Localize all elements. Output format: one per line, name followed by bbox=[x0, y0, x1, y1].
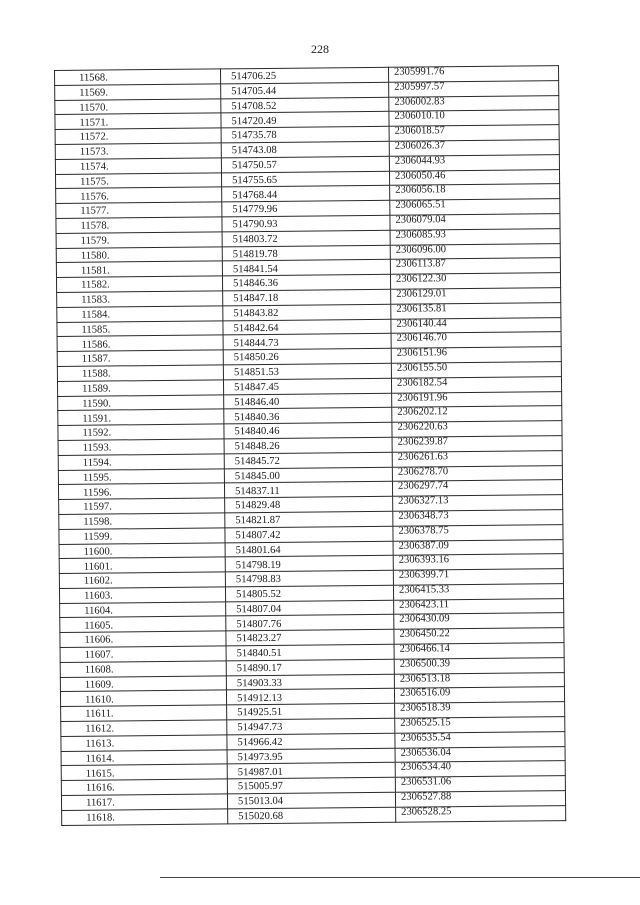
northing-cell: 2306140.44 bbox=[391, 317, 561, 333]
northing-cell: 2306135.81 bbox=[391, 302, 561, 318]
point-number-cell: 11568. bbox=[55, 69, 221, 85]
bottom-rule bbox=[160, 877, 640, 878]
easting-cell: 514790.93 bbox=[222, 215, 390, 231]
point-number-cell: 11590. bbox=[58, 394, 224, 410]
easting-cell: 514840.46 bbox=[224, 422, 392, 438]
point-number-cell: 11595. bbox=[58, 468, 224, 484]
point-number-cell: 11581. bbox=[56, 261, 222, 277]
easting-cell: 514842.64 bbox=[223, 319, 391, 335]
easting-cell: 514829.48 bbox=[225, 496, 393, 512]
easting-cell: 514807.42 bbox=[225, 526, 393, 542]
northing-cell: 2306387.09 bbox=[393, 539, 563, 555]
point-number-cell: 11586. bbox=[57, 335, 223, 351]
northing-cell: 2306010.10 bbox=[389, 110, 559, 126]
point-number-cell: 11596. bbox=[58, 483, 224, 499]
easting-cell: 514844.73 bbox=[223, 334, 391, 350]
easting-cell: 514735.78 bbox=[221, 126, 389, 142]
easting-cell: 514706.25 bbox=[220, 67, 388, 83]
easting-cell: 514807.76 bbox=[226, 615, 394, 631]
point-number-cell: 11584. bbox=[57, 306, 223, 322]
northing-cell: 2306191.96 bbox=[392, 391, 562, 407]
point-number-cell: 11597. bbox=[59, 498, 225, 514]
point-number-cell: 11615. bbox=[61, 764, 227, 780]
northing-cell: 2306065.51 bbox=[390, 199, 560, 215]
northing-cell: 2306044.93 bbox=[389, 154, 559, 170]
northing-cell: 2306297.74 bbox=[392, 480, 562, 496]
coordinate-table-body bbox=[55, 66, 566, 825]
northing-cell: 2306129.01 bbox=[391, 288, 561, 304]
easting-cell: 514705.44 bbox=[221, 82, 389, 98]
northing-cell: 2306378.75 bbox=[393, 524, 563, 540]
easting-cell: 514805.52 bbox=[225, 585, 393, 601]
northing-cell: 2306513.18 bbox=[394, 672, 564, 688]
easting-cell: 514821.87 bbox=[225, 511, 393, 527]
easting-cell: 515013.04 bbox=[227, 792, 395, 808]
northing-cell: 2306450.22 bbox=[394, 628, 564, 644]
northing-cell: 2306278.70 bbox=[392, 465, 562, 481]
easting-cell: 514819.78 bbox=[222, 245, 390, 261]
easting-cell: 514947.73 bbox=[227, 718, 395, 734]
easting-cell: 514841.54 bbox=[222, 260, 390, 276]
northing-cell: 2306525.15 bbox=[395, 717, 565, 733]
easting-cell: 514966.42 bbox=[227, 733, 395, 749]
easting-cell: 514750.57 bbox=[221, 156, 389, 172]
point-number-cell: 11582. bbox=[56, 276, 222, 292]
northing-cell: 2306079.04 bbox=[390, 214, 560, 230]
northing-cell: 2305997.57 bbox=[389, 80, 559, 96]
northing-cell: 2306500.39 bbox=[394, 658, 564, 674]
easting-cell: 514846.40 bbox=[224, 393, 392, 409]
northing-cell: 2306151.96 bbox=[391, 347, 561, 363]
easting-cell: 514798.83 bbox=[225, 570, 393, 586]
point-number-cell: 11617. bbox=[61, 794, 227, 810]
point-number-cell: 11607. bbox=[60, 646, 226, 662]
easting-cell: 514851.53 bbox=[223, 363, 391, 379]
northing-cell: 2306239.87 bbox=[392, 436, 562, 452]
northing-cell: 2306002.83 bbox=[389, 95, 559, 111]
point-number-cell: 11613. bbox=[61, 735, 227, 751]
easting-cell: 515020.68 bbox=[228, 807, 396, 823]
northing-cell: 2306393.16 bbox=[393, 554, 563, 570]
point-number-cell: 11593. bbox=[58, 439, 224, 455]
northing-cell: 2306466.14 bbox=[394, 643, 564, 659]
northing-cell: 2306430.09 bbox=[394, 613, 564, 629]
easting-cell: 514823.27 bbox=[226, 630, 394, 646]
northing-cell: 2306113.87 bbox=[390, 258, 560, 274]
coordinate-table-container bbox=[54, 65, 565, 825]
point-number-cell: 11598. bbox=[59, 513, 225, 529]
point-number-cell: 11614. bbox=[61, 750, 227, 766]
northing-cell: 2306534.40 bbox=[395, 761, 565, 777]
easting-cell: 514837.11 bbox=[224, 482, 392, 498]
northing-cell: 2306220.63 bbox=[392, 421, 562, 437]
point-number-cell: 11577. bbox=[56, 202, 222, 218]
northing-cell: 2306348.73 bbox=[393, 510, 563, 526]
coordinate-table bbox=[54, 65, 566, 825]
northing-cell: 2306527.88 bbox=[395, 791, 565, 807]
easting-cell: 514987.01 bbox=[227, 763, 395, 779]
point-number-cell: 11579. bbox=[56, 232, 222, 248]
northing-cell: 2306535.54 bbox=[395, 731, 565, 747]
northing-cell: 2306182.54 bbox=[391, 376, 561, 392]
easting-cell: 514845.72 bbox=[224, 452, 392, 468]
point-number-cell: 11575. bbox=[55, 172, 221, 188]
point-number-cell: 11587. bbox=[57, 350, 223, 366]
easting-cell: 514798.19 bbox=[225, 556, 393, 572]
point-number-cell: 11576. bbox=[56, 187, 222, 203]
northing-cell: 2306261.63 bbox=[392, 450, 562, 466]
point-number-cell: 11601. bbox=[59, 557, 225, 573]
northing-cell: 2306018.57 bbox=[389, 125, 559, 141]
point-number-cell: 11605. bbox=[60, 616, 226, 632]
easting-cell: 514847.45 bbox=[223, 378, 391, 394]
point-number-cell: 11589. bbox=[57, 380, 223, 396]
point-number-cell: 11606. bbox=[60, 631, 226, 647]
northing-cell: 2306202.12 bbox=[392, 406, 562, 422]
easting-cell: 514925.51 bbox=[227, 704, 395, 720]
easting-cell: 514708.52 bbox=[221, 97, 389, 113]
northing-cell: 2306050.46 bbox=[389, 169, 559, 185]
northing-cell: 2306155.50 bbox=[391, 362, 561, 378]
easting-cell: 514779.96 bbox=[222, 200, 390, 216]
northing-cell: 2306146.70 bbox=[391, 332, 561, 348]
point-number-cell: 11570. bbox=[55, 98, 221, 114]
easting-cell: 514807.04 bbox=[226, 600, 394, 616]
point-number-cell: 11602. bbox=[59, 572, 225, 588]
easting-cell: 514845.00 bbox=[224, 467, 392, 483]
point-number-cell: 11603. bbox=[59, 587, 225, 603]
easting-cell: 514903.33 bbox=[226, 674, 394, 690]
northing-cell: 2306026.37 bbox=[389, 140, 559, 156]
easting-cell: 514755.65 bbox=[221, 171, 389, 187]
easting-cell: 515005.97 bbox=[227, 778, 395, 794]
point-number-cell: 11604. bbox=[60, 602, 226, 618]
page-number: 228 bbox=[311, 42, 329, 56]
point-number-cell: 11618. bbox=[62, 809, 228, 825]
easting-cell: 514847.18 bbox=[223, 289, 391, 305]
easting-cell: 514840.51 bbox=[226, 644, 394, 660]
point-number-cell: 11583. bbox=[57, 291, 223, 307]
point-number-cell: 11585. bbox=[57, 320, 223, 336]
easting-cell: 514973.95 bbox=[227, 748, 395, 764]
point-number-cell: 11578. bbox=[56, 217, 222, 233]
point-number-cell: 11599. bbox=[59, 528, 225, 544]
easting-cell: 514803.72 bbox=[222, 230, 390, 246]
point-number-cell: 11608. bbox=[60, 661, 226, 677]
point-number-cell: 11609. bbox=[60, 676, 226, 692]
northing-cell: 2306528.25 bbox=[396, 805, 566, 821]
northing-cell: 2306516.09 bbox=[394, 687, 564, 703]
easting-cell: 514848.26 bbox=[224, 437, 392, 453]
northing-cell: 2306531.06 bbox=[395, 776, 565, 792]
northing-cell: 2306056.18 bbox=[390, 184, 560, 200]
northing-cell: 2305991.76 bbox=[388, 66, 558, 82]
northing-cell: 2306423.11 bbox=[394, 598, 564, 614]
easting-cell: 514743.08 bbox=[221, 141, 389, 157]
easting-cell: 514843.82 bbox=[223, 304, 391, 320]
point-number-cell: 11574. bbox=[55, 158, 221, 174]
easting-cell: 514840.36 bbox=[224, 408, 392, 424]
easting-cell: 514846.36 bbox=[222, 274, 390, 290]
point-number-cell: 11611. bbox=[61, 705, 227, 721]
point-number-cell: 11594. bbox=[58, 454, 224, 470]
point-number-cell: 11592. bbox=[58, 424, 224, 440]
point-number-cell: 11573. bbox=[55, 143, 221, 159]
point-number-cell: 11600. bbox=[59, 542, 225, 558]
northing-cell: 2306399.71 bbox=[393, 569, 563, 585]
northing-cell: 2306096.00 bbox=[390, 243, 560, 259]
point-number-cell: 11616. bbox=[61, 779, 227, 795]
point-number-cell: 11571. bbox=[55, 113, 221, 129]
northing-cell: 2306518.39 bbox=[395, 702, 565, 718]
easting-cell: 514801.64 bbox=[225, 541, 393, 557]
northing-cell: 2306536.04 bbox=[395, 746, 565, 762]
point-number-cell: 11569. bbox=[55, 84, 221, 100]
point-number-cell: 11580. bbox=[56, 246, 222, 262]
northing-cell: 2306415.33 bbox=[393, 584, 563, 600]
point-number-cell: 11588. bbox=[57, 365, 223, 381]
easting-cell: 514890.17 bbox=[226, 659, 394, 675]
easting-cell: 514912.13 bbox=[226, 689, 394, 705]
point-number-cell: 11610. bbox=[60, 690, 226, 706]
point-number-cell: 11572. bbox=[55, 128, 221, 144]
point-number-cell: 11591. bbox=[58, 409, 224, 425]
northing-cell: 2306085.93 bbox=[390, 228, 560, 244]
point-number-cell: 11612. bbox=[61, 720, 227, 736]
easting-cell: 514850.26 bbox=[223, 348, 391, 364]
easting-cell: 514768.44 bbox=[222, 186, 390, 202]
northing-cell: 2306327.13 bbox=[393, 495, 563, 511]
northing-cell: 2306122.30 bbox=[390, 273, 560, 289]
easting-cell: 514720.49 bbox=[221, 112, 389, 128]
